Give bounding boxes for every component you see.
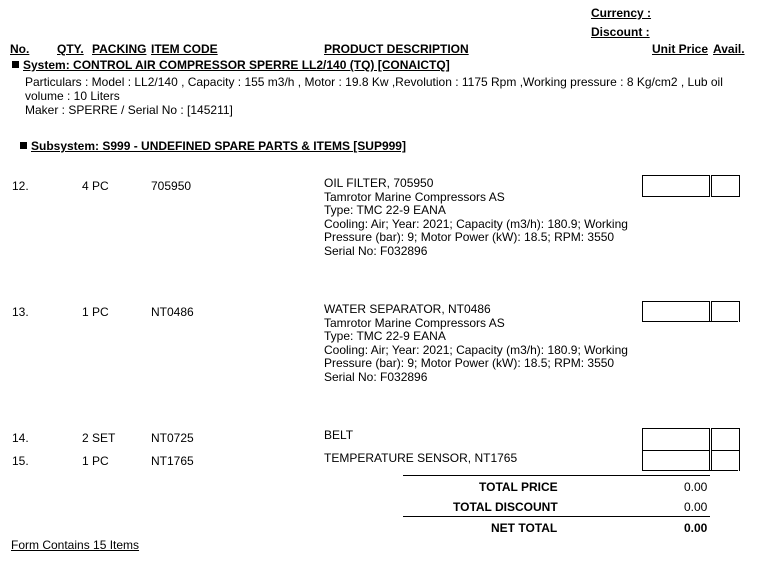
avail-input[interactable] (711, 301, 740, 322)
item-qty: 1 PC (82, 305, 109, 319)
system-maker: Maker : SPERRE / Serial No : [145211] (25, 103, 233, 117)
total-discount-label: TOTAL DISCOUNT (453, 500, 558, 514)
currency-label: Currency : (591, 6, 652, 20)
item-code: 705950 (151, 179, 192, 193)
unit-price-input[interactable] (642, 450, 710, 471)
item-description-line: Pressure (bar): 9; Motor Power (kW): 18.5; RPM: 3550 (324, 230, 615, 244)
item-description-line: Serial No: F032896 (324, 243, 428, 258)
col-no: No. (10, 42, 30, 56)
square-bullet-icon (12, 61, 19, 68)
item-description-line: Cooling: Air; Year: 2021; Capacity (m3/h): 180.9; Working (324, 342, 628, 357)
item-description-line: BELT (324, 428, 354, 442)
item-description-line: Pressure (bar): 9; Motor Power (kW): 18.5; RPM: 3550 (324, 356, 615, 370)
unit-price-input[interactable] (642, 301, 710, 322)
totals-top-rule (403, 475, 710, 476)
col-packing: PACKING (92, 42, 147, 56)
item-description (324, 429, 353, 443)
item-no: 14. (12, 431, 29, 445)
item-description-line: Tamrotor Marine Compressors AS (324, 189, 505, 204)
item-description (324, 452, 517, 466)
item-description-line: Tamrotor Marine Compressors AS (324, 315, 505, 330)
item-description-line: Type: TMC 22-9 EANA (324, 329, 446, 343)
net-total-value: 0.00 (684, 521, 708, 535)
form-item-count: Form Contains 15 Items (11, 538, 140, 552)
avail-input[interactable] (711, 175, 740, 197)
input-underline (642, 321, 738, 322)
item-no: 13. (12, 305, 29, 319)
col-item-code: ITEM CODE (151, 42, 218, 56)
system-heading (12, 58, 450, 72)
item-code: NT1765 (151, 454, 194, 468)
item-code: NT0725 (151, 431, 194, 445)
discount-label: Discount : (591, 25, 650, 39)
item-description-line: Cooling: Air; Year: 2021; Capacity (m3/h): 180.9; Working (324, 216, 628, 231)
item-no: 15. (12, 454, 29, 468)
avail-input[interactable] (711, 428, 740, 451)
item-description (324, 303, 628, 384)
item-description-line: TEMPERATURE SENSOR, NT1765 (324, 451, 518, 465)
avail-input[interactable] (711, 450, 740, 471)
col-product-description: PRODUCT DESCRIPTION (324, 42, 469, 56)
item-no: 12. (12, 179, 29, 193)
square-bullet-icon (20, 142, 27, 149)
item-description-line: Serial No: F032896 (324, 369, 428, 384)
item-qty: 2 SET (82, 431, 116, 445)
unit-price-input[interactable] (642, 428, 710, 451)
col-avail: Avail. (713, 42, 745, 56)
subsystem-title: Subsystem: S999 - UNDEFINED SPARE PARTS & ITEMS [SUP999] (31, 139, 406, 153)
system-title: System: CONTROL AIR COMPRESSOR SPERRE LL2/140 (TQ) [CONAICTQ] (23, 58, 450, 72)
subsystem-heading (20, 139, 406, 153)
input-underline (642, 470, 738, 471)
total-discount-value: 0.00 (684, 500, 708, 514)
item-qty: 4 PC (82, 179, 109, 193)
system-particulars: Particulars : Model : LL2/140 , Capacity : 155 m3/h , Motor : 19.8 Kw ,Revolution : 1175 Rpm ,Working pressure : 8 Kg/cm2 , Lub oil volume : 10 Liters (25, 75, 723, 103)
totals-mid-rule (403, 516, 710, 517)
col-unit-price: Unit Price (652, 42, 709, 56)
item-qty: 1 PC (82, 454, 109, 468)
col-qty: QTY. (57, 42, 84, 56)
item-description-line: OIL FILTER, 705950 (324, 176, 434, 190)
unit-price-input[interactable] (642, 175, 710, 197)
item-description (324, 177, 628, 258)
total-price-value: 0.00 (684, 480, 708, 494)
total-price-label: TOTAL PRICE (479, 480, 558, 494)
net-total-label: NET TOTAL (491, 521, 558, 535)
item-description-line: Type: TMC 22-9 EANA (324, 203, 446, 217)
item-code: NT0486 (151, 305, 194, 319)
item-description-line: WATER SEPARATOR, NT0486 (324, 302, 491, 316)
